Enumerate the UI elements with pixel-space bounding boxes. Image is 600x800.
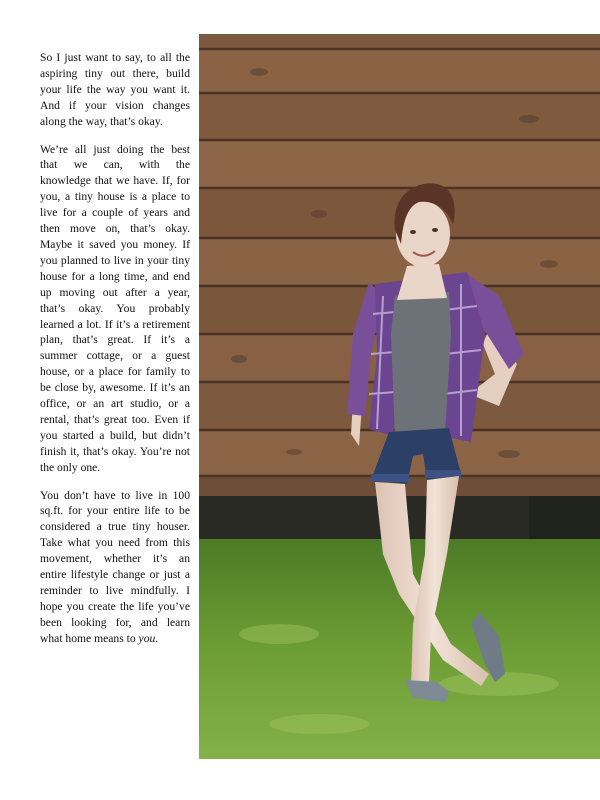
paragraph-3 [40,488,190,647]
paragraph-1: So I just want to say, to all the aspiring tiny out there, build your life the way you want it. And if your vision changes along the way, that’s okay. [40,51,190,128]
closing-emphasis: you [138,631,156,645]
photo-illustration [199,34,600,759]
paragraph-2: We’re all just doing the best that we can, with the knowledge that we have. If, for you, a tiny house is a place to live for a couple of years and then move on, that’s okay. Maybe it saved you money. If you planned to live in your tiny house for a long time, and end up moving out after a year, that’s okay. You probably learned a lot. If it’s a retirement plan, that’s great. If it’s a summer cottage, or a guest house, or a place for family to be close by, awesome. If it’s an office, or an art studio, or a rental, that’s great too. Even if you started a build, but didn’t finish it, that’s okay. You’re not the only one. [40,142,190,474]
photo-woman-by-tiny-house [199,34,600,759]
closing-period: . [155,631,159,645]
closing-text: You don’t have to live in 100 sq.ft. for your entire life to be considered a true tiny houser. Take what you need from this movement, whether it’s an entire lifestyle change or just a reminder to live mindfully. I hope you create the life you’ve been looking for, and learn what home means to [40,488,190,645]
article-text [40,50,190,659]
